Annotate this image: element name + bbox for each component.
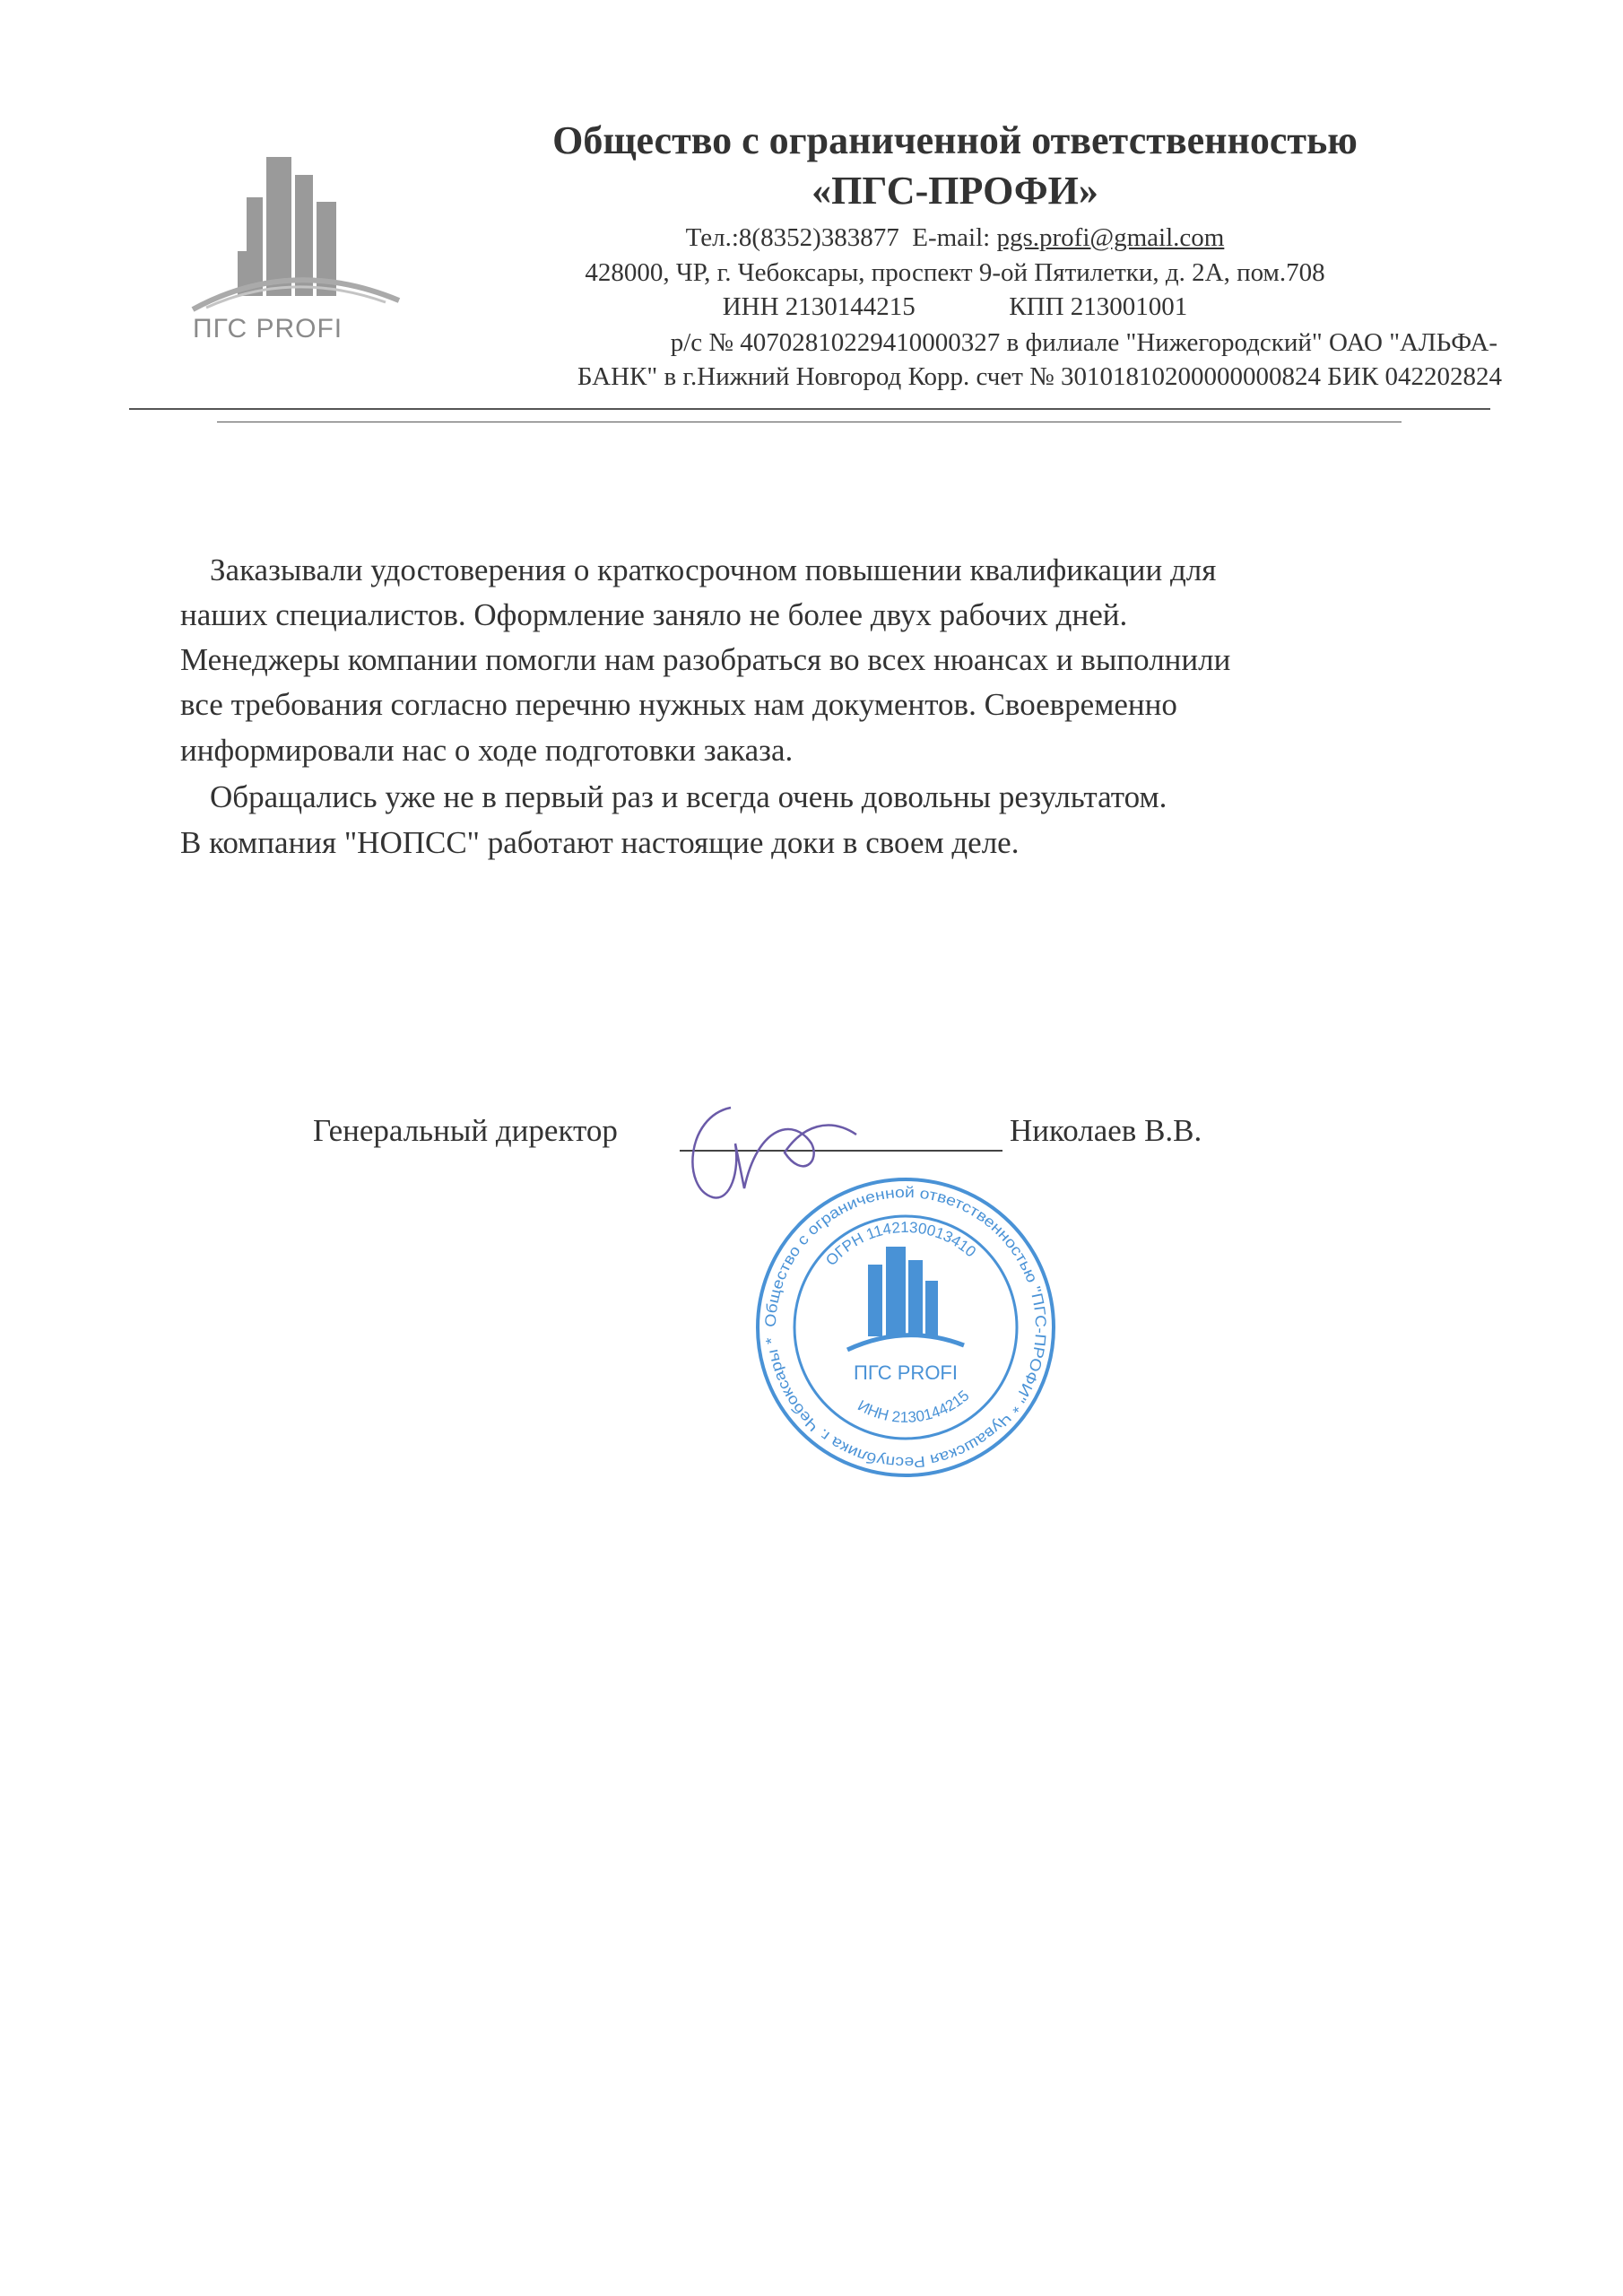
- body-line: Менеджеры компании помогли нам разобраться во всех нюансах и выполнили: [180, 642, 1231, 677]
- bank-line-2: БАНК" в г.Нижний Новгород Корр. счет № 30101810200000000824 БИК 042202824: [577, 362, 1502, 391]
- svg-text:ИНН 2130144215: [855, 1387, 972, 1425]
- email-label: E-mail:: [912, 223, 991, 252]
- company-stamp: [753, 1175, 1058, 1480]
- body-line: Обращались уже не в первый раз и всегда очень довольны результатом.: [210, 779, 1167, 814]
- body-line: все требования согласно перечню нужных нам документов. Своевременно: [180, 687, 1177, 722]
- bank-line-1: р/с № 40702810229410000327 в филиале "Нижегородский" ОАО "АЛЬФА-: [670, 328, 1497, 357]
- contact-line: [395, 222, 1515, 253]
- body-line: Заказывали удостоверения о краткосрочном повышении квалификации для: [210, 552, 1217, 587]
- tax-ids: [395, 291, 1515, 322]
- stamp-ogrn: ОГРН 1142130013410: [822, 1218, 980, 1270]
- signatory-name: Николаев В.В.: [1010, 1113, 1202, 1148]
- header-divider: [129, 408, 1490, 410]
- body-line: информировали нас о ходе подготовки заказа.: [180, 733, 794, 768]
- kpp: КПП 213001001: [1009, 292, 1188, 321]
- company-name: Общество с ограниченной ответственностью: [552, 118, 1358, 162]
- body-line: наших специалистов. Оформление заняло не более двух рабочих дней.: [180, 597, 1128, 632]
- stamp-logo-text: ПГС PROFI: [854, 1361, 958, 1384]
- stamp-outer-text: Общество с ограниченной ответственностью "ПГС-ПРОФИ" * Чувашская Республика г. Чебоксары *: [761, 1183, 1050, 1472]
- email-link[interactable]: pgs.profi@gmail.com: [996, 223, 1225, 252]
- stamp-buildings-icon: [868, 1247, 938, 1336]
- phone: Тел.:8(8352)383877: [685, 223, 899, 252]
- address: 428000, ЧР, г. Чебоксары, проспект 9-ой Пятилетки, д. 2А, пом.708: [585, 258, 1325, 287]
- logo-text: ПГС PROFI: [193, 314, 343, 344]
- stamp-inn: ИНН 2130144215: [855, 1387, 973, 1426]
- company-brand: «ПГС-ПРОФИ»: [812, 169, 1098, 213]
- company-logo: [184, 148, 408, 354]
- signatory-position: Генеральный директор: [313, 1113, 618, 1148]
- body-line: В компания "НОПСС" работают настоящие доки в своем деле.: [180, 825, 1020, 860]
- inn: ИНН 2130144215: [722, 292, 916, 321]
